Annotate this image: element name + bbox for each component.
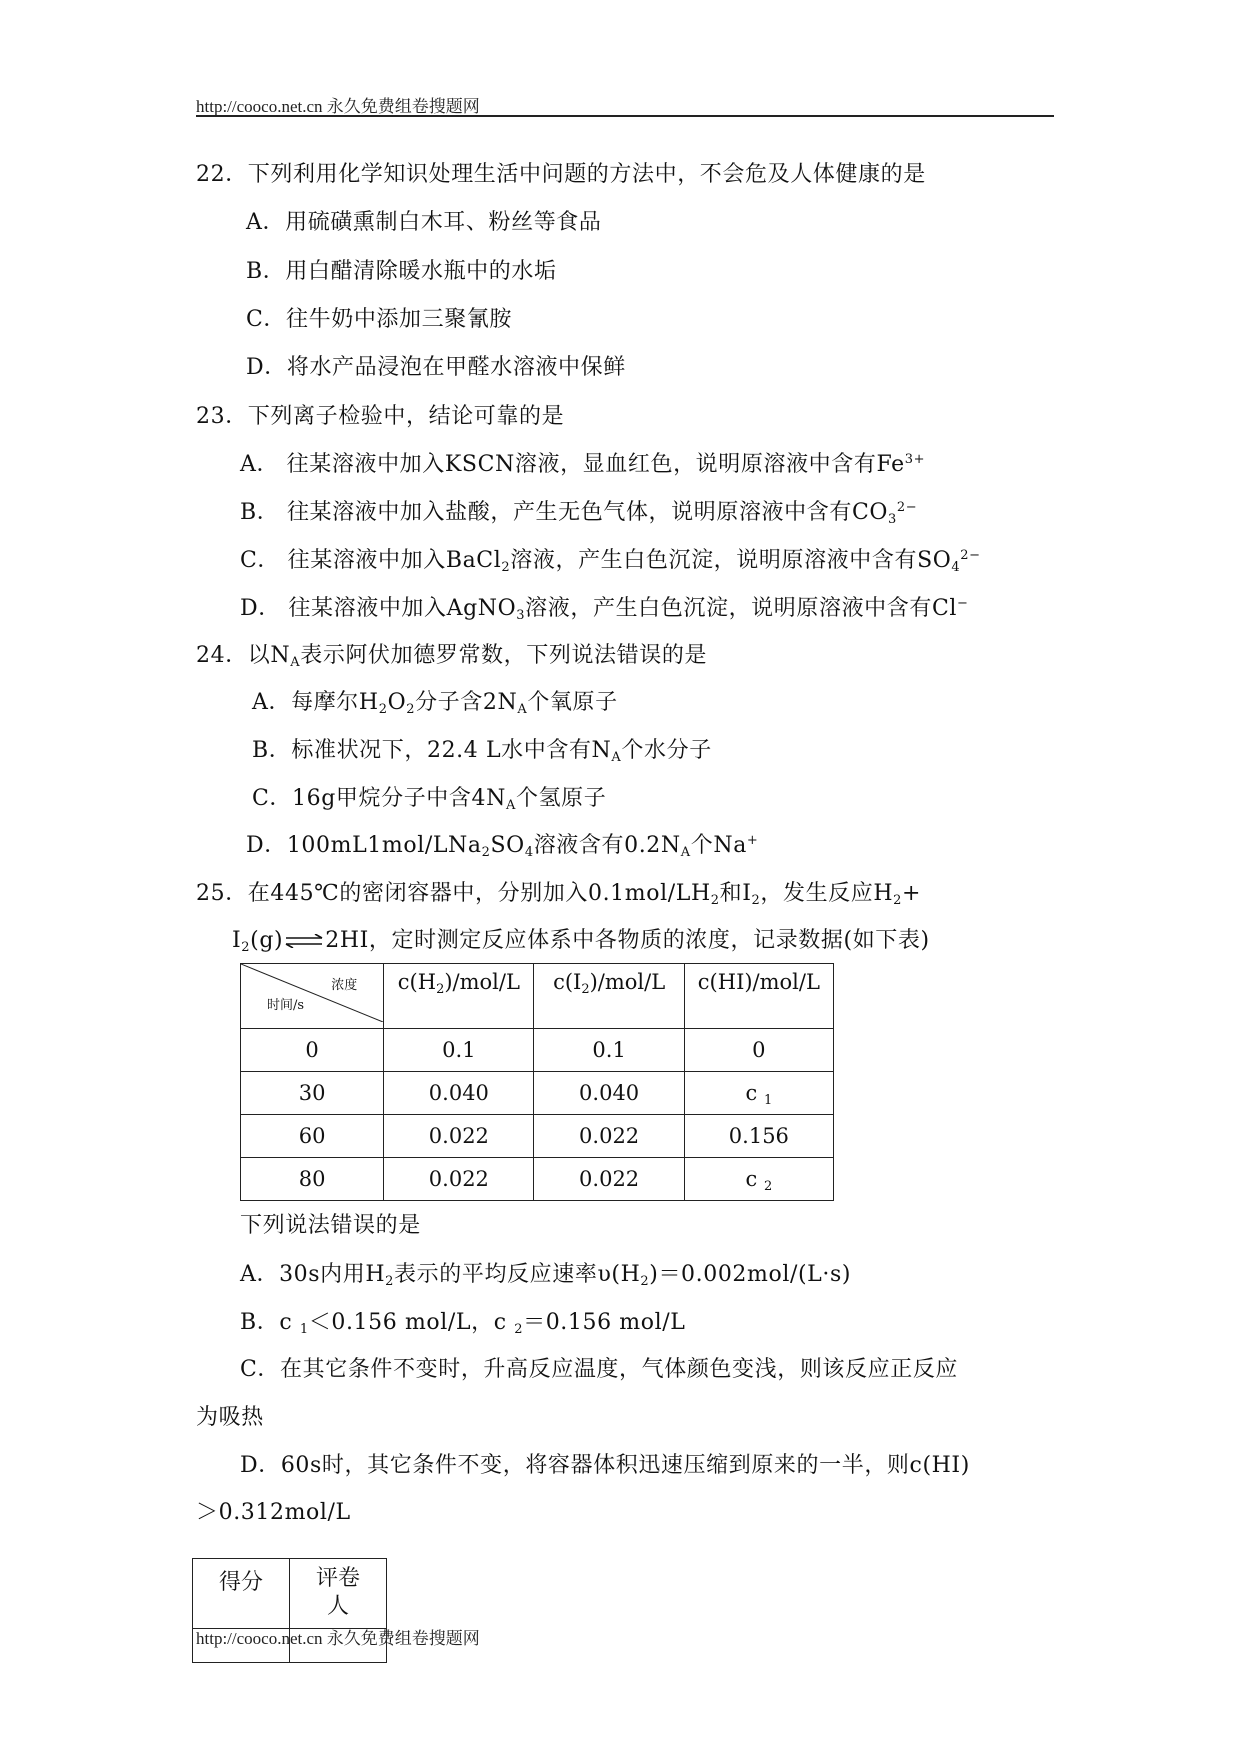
q25-option-d-line1: D．60s时，其它条件不变，将容器体积迅速压缩到原来的一半，则c(HI) [240, 1453, 970, 1478]
q24-stem: 24．以$N_A$表示阿伏加德罗常数，下列说法错误的是 [196, 643, 708, 670]
q24-option-a: A．每摩尔$H_2O_2$分子含$2N_A$个氧原子 [252, 690, 618, 717]
q22-option-c: C．往牛奶中添加三聚氰胺 [246, 307, 513, 332]
table-row [241, 1115, 834, 1158]
q24-option-c: C．16g甲烷分子中含$4N_A$个氢原子 [252, 786, 607, 813]
table-row [241, 1158, 834, 1201]
corner-label-concentration: 浓度 [331, 978, 358, 993]
equilibrium-arrow-icon [284, 934, 324, 948]
grader-label: 评卷 人 [290, 1559, 387, 1629]
page-footer: http://cooco.net.cn 永久免费组卷搜题网 [196, 1629, 480, 1648]
cell-time: 60 [241, 1115, 384, 1158]
table-corner-cell [241, 964, 384, 1029]
cell-time: 30 [241, 1072, 384, 1115]
col-header-h2: $c(H_2)/mol/L$ [384, 964, 534, 1029]
page-header: http://cooco.net.cn 永久免费组卷搜题网 [196, 97, 480, 116]
cell-h2: 0.1 [384, 1029, 534, 1072]
cell-hi: c $_2$ [684, 1158, 833, 1201]
col-header-hi: c(HI)/mol/L [684, 964, 833, 1029]
q25-option-b: B．c $_1$＜0.156 mol/L，c $_2$＝0.156 mol/L [240, 1310, 686, 1337]
q23-option-b: B． 往某溶液中加入盐酸，产生无色气体，说明原溶液中含有$CO_3^{2-}$ [240, 500, 918, 527]
table-row [241, 1029, 834, 1072]
q23-stem: 23．下列离子检验中，结论可靠的是 [196, 404, 565, 429]
q25-stem-line2: $I_2(g)$ 2HI，定时测定反应体系中各物质的浓度，记录数据(如下表) [232, 928, 930, 955]
q25-stem-line1: 25．在445℃的密闭容器中，分别加入$0.1mol/LH_2$和$I_2$，发生反应$H_2+$ [196, 881, 922, 908]
cell-i2: 0.022 [534, 1115, 684, 1158]
q25-option-d-line2: ＞0.312mol/L [196, 1500, 351, 1525]
concentration-table [240, 963, 834, 1201]
cell-h2: 0.040 [384, 1072, 534, 1115]
score-label: 得分 [193, 1559, 290, 1629]
cell-hi: 0.156 [684, 1115, 833, 1158]
cell-h2: 0.022 [384, 1158, 534, 1201]
q22-option-a: A．用硫磺熏制白木耳、粉丝等食品 [246, 210, 602, 235]
cell-i2: 0.022 [534, 1158, 684, 1201]
q23-option-c: C． 往某溶液中加入BaCl$_2$溶液，产生白色沉淀，说明原溶液中含有$SO_4^{2-}$ [240, 548, 981, 575]
cell-hi: 0 [684, 1029, 833, 1072]
q22-option-b: B．用白醋清除暖水瓶中的水垢 [246, 259, 557, 284]
q23-option-d: D． 往某溶液中加入AgNO$_3$溶液，产生白色沉淀，说明原溶液中含有Cl− [240, 596, 969, 623]
q23-option-a: A． 往某溶液中加入KSCN溶液，显血红色，说明原溶液中含有$Fe^{3+}$ [240, 452, 926, 477]
q22-stem: 22．下列利用化学知识处理生活中问题的方法中，不会危及人体健康的是 [196, 162, 926, 187]
cell-h2: 0.022 [384, 1115, 534, 1158]
cell-i2: 0.040 [534, 1072, 684, 1115]
cell-time: 80 [241, 1158, 384, 1201]
q24-option-b: B．标准状况下，22.4 L水中含有$N_A$个水分子 [252, 738, 712, 765]
cell-hi: c $_1$ [684, 1072, 833, 1115]
q25-option-c-line2: 为吸热 [196, 1405, 264, 1430]
q25-option-a: A．30s内用$H_2$表示的平均反应速率$\upsilon(H_2)=0.002mol/(L\cdot s)$ [240, 1262, 852, 1289]
cell-time: 0 [241, 1029, 384, 1072]
corner-label-time: 时间/s [267, 998, 305, 1013]
header-rule [196, 115, 1054, 117]
diagonal-divider [241, 964, 383, 1022]
q25-option-c-line1: C．在其它条件不变时，升高反应温度，气体颜色变浅，则该反应正反应 [240, 1357, 959, 1382]
q25-prompt: 下列说法错误的是 [240, 1213, 421, 1238]
cell-i2: 0.1 [534, 1029, 684, 1072]
q22-option-d: D．将水产品浸泡在甲醛水溶液中保鲜 [246, 355, 626, 380]
col-header-i2: $c(I_2)/mol/L$ [534, 964, 684, 1029]
table-row [241, 1072, 834, 1115]
q24-option-d: D．$100mL1mol/LNa_2SO_4$溶液含有$0.2N_A$个Na+ [246, 833, 759, 860]
table-header-row [241, 964, 834, 1029]
